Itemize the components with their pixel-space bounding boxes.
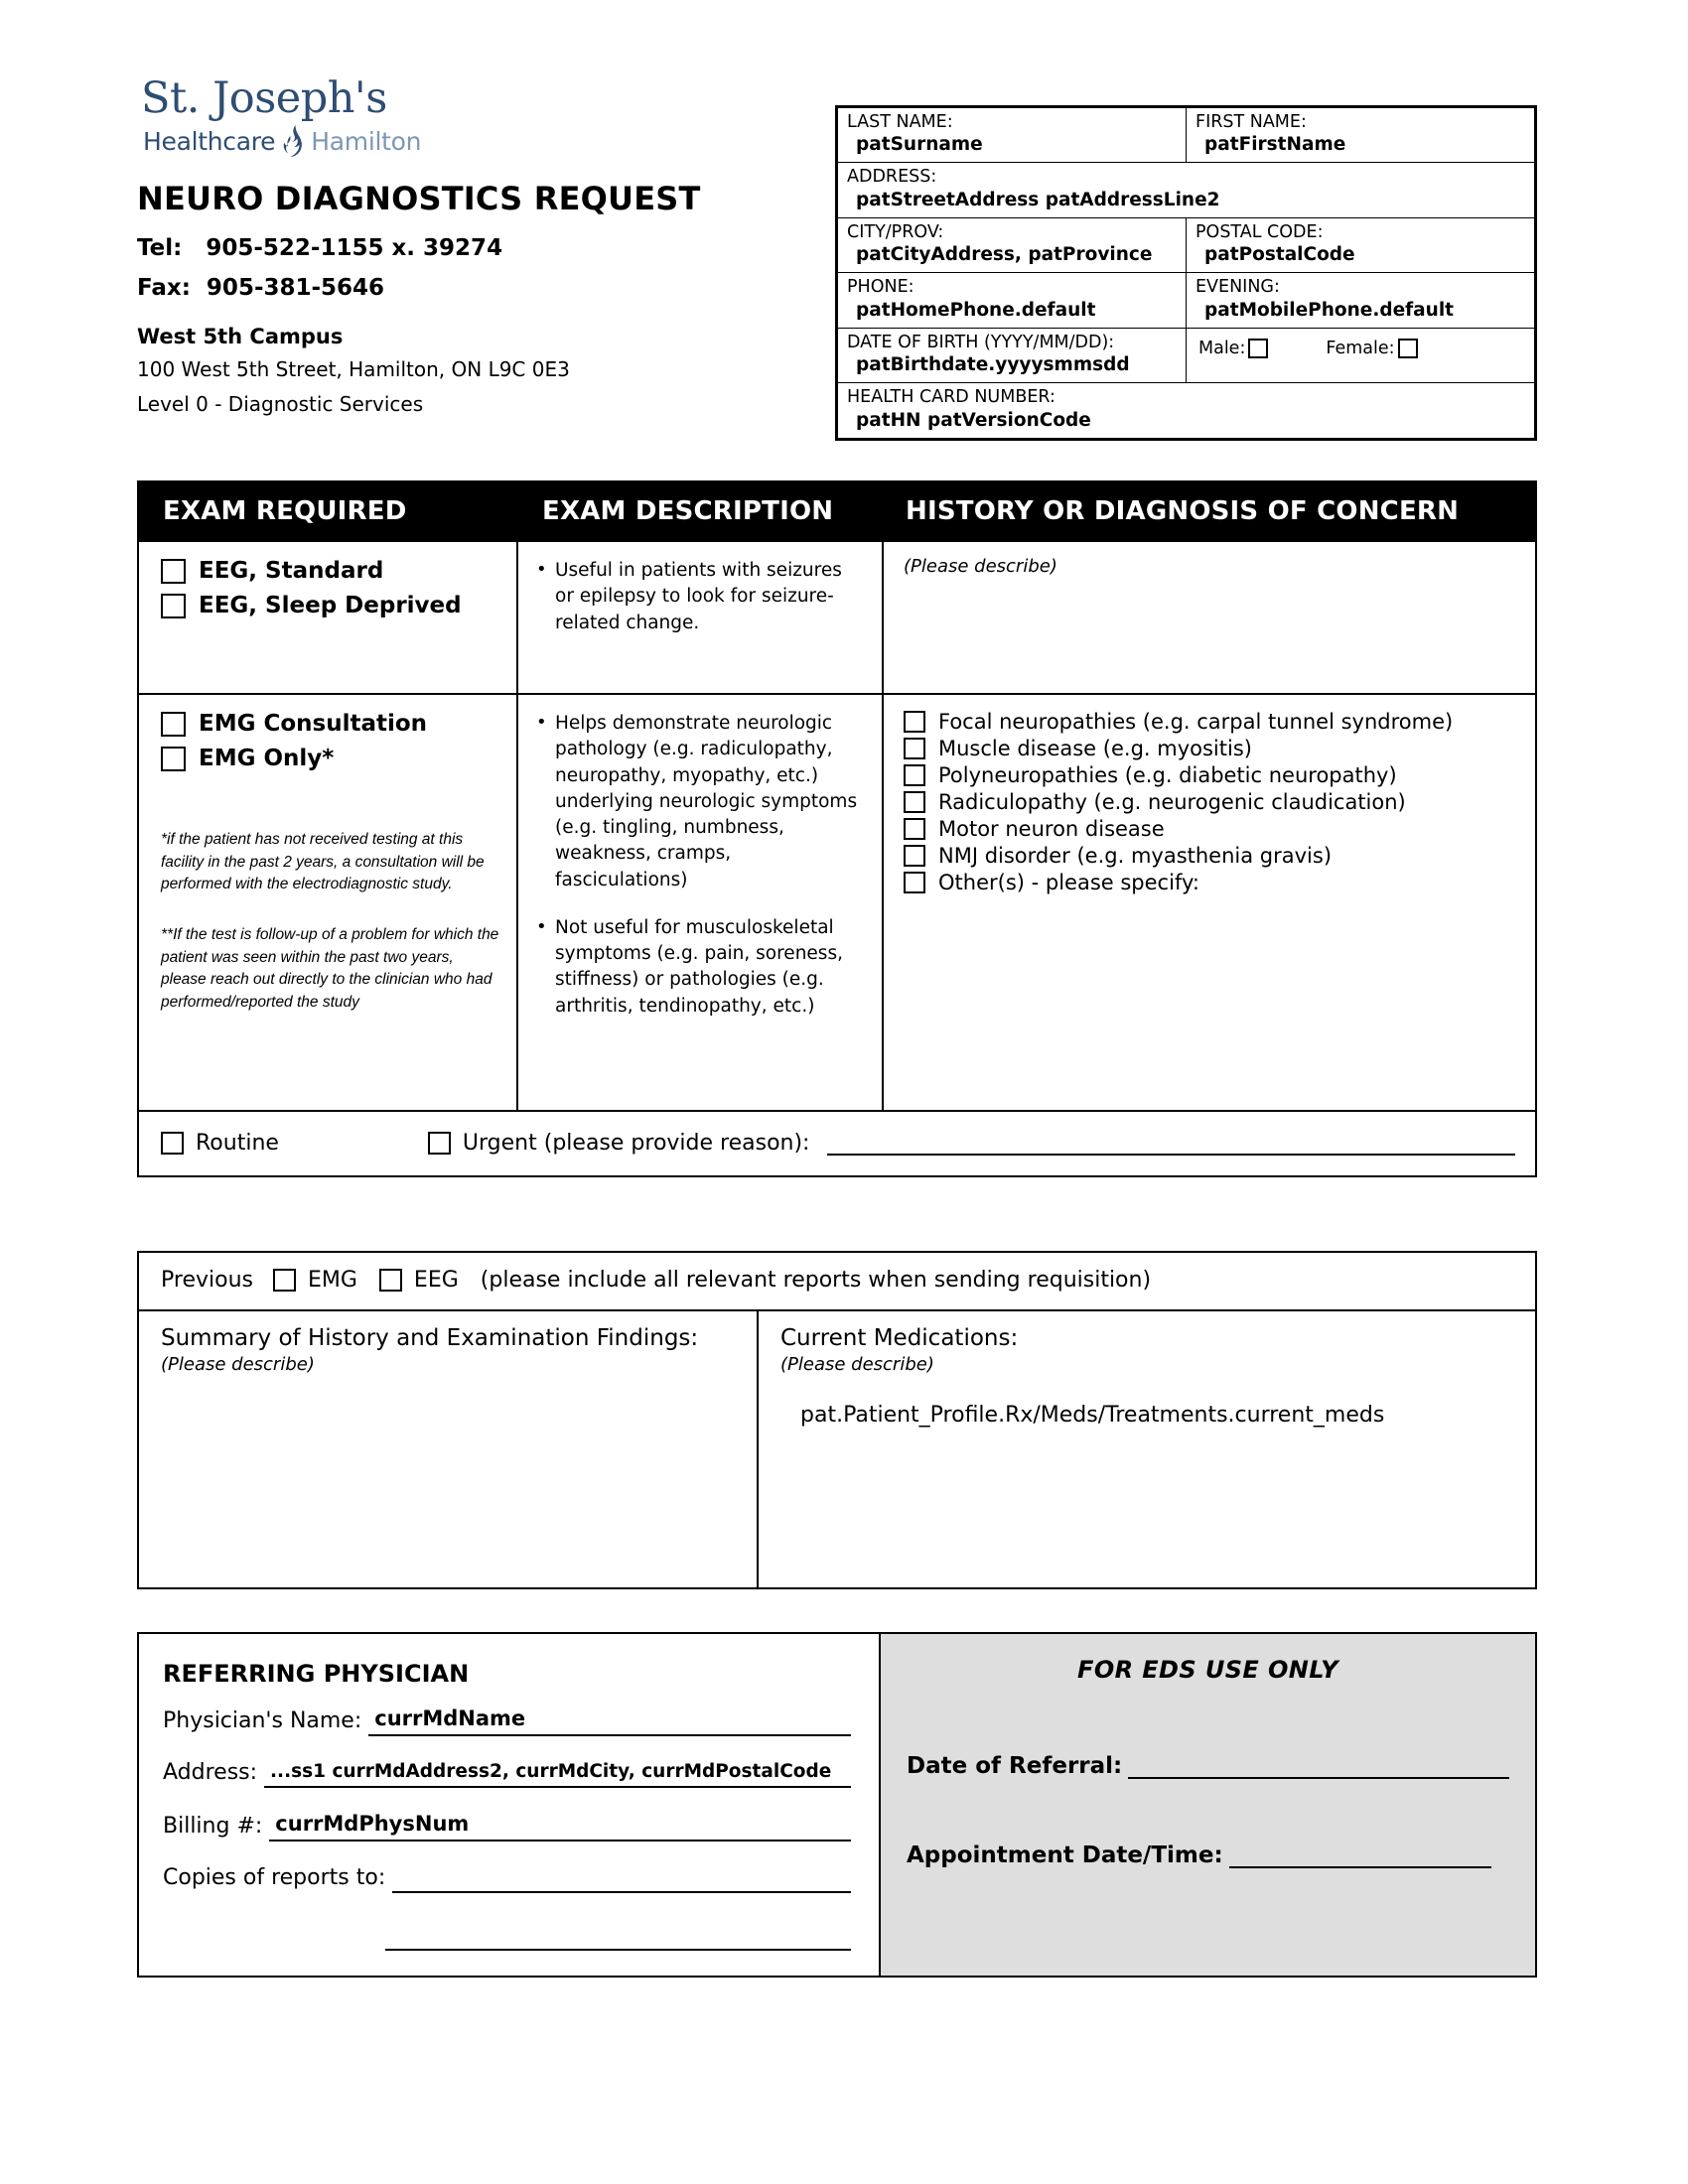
emg-footnote-one: *if the patient has not received testing at this facility in the past 2 years, a consultation will be performed with the electrodiagnostic study.	[161, 831, 485, 893]
physician-billing-field	[163, 1812, 851, 1842]
appointment-datetime-field	[907, 1843, 1509, 1868]
diagnosis-radiculopathy[interactable]	[904, 790, 1521, 814]
list-item: • Not useful for musculoskeletal symptoms (e.g. pain, soreness, stiffness) or pathologies (e.g. arthritis, tendinopathy, etc.)	[536, 915, 866, 1020]
appointment-datetime-label: Appointment Date/Time:	[907, 1843, 1223, 1868]
header-history-diagnosis: HISTORY OR DIAGNOSIS OF CONCERN	[906, 496, 1460, 526]
diagnosis-other[interactable]	[904, 871, 1521, 894]
physician-name-input[interactable]: currMdName	[368, 1706, 851, 1736]
current-medications-field[interactable]	[759, 1311, 1535, 1587]
urgent-option[interactable]	[428, 1131, 810, 1156]
female-checkbox[interactable]	[1398, 339, 1418, 358]
physician-address-input[interactable]: ...ss1 currMdAddress2, currMdCity, currMdPostalCode	[264, 1761, 851, 1788]
eeg-options	[139, 542, 518, 693]
male-label: Male:	[1198, 338, 1246, 358]
logo-hamilton-text: Hamilton	[311, 126, 422, 156]
eeg-row	[139, 540, 1535, 693]
previous-emg-checkbox[interactable]	[273, 1269, 296, 1292]
previous-eeg-checkbox[interactable]	[379, 1269, 402, 1292]
diagnosis-checkbox[interactable]	[904, 872, 925, 893]
eeg-standard-option[interactable]	[161, 558, 502, 584]
diagnosis-polyneuropathies[interactable]	[904, 763, 1521, 787]
referring-physician-panel	[139, 1634, 881, 1976]
physician-address-field	[163, 1760, 851, 1788]
eeg-history-placeholder: (Please describe)	[904, 556, 1057, 577]
urgent-checkbox[interactable]	[428, 1132, 451, 1155]
emg-consultation-label: EMG Consultation	[199, 711, 428, 737]
emg-row	[139, 693, 1535, 1110]
evening-value[interactable]: patMobilePhone.default	[1204, 299, 1455, 321]
history-summary-placeholder: (Please describe)	[161, 1354, 315, 1375]
previous-and-summary-section	[137, 1251, 1537, 1589]
diagnosis-label: Motor neuron disease	[938, 817, 1165, 841]
first-name-label: FIRST NAME:	[1196, 112, 1307, 132]
form-header	[137, 73, 1537, 465]
summary-row	[139, 1309, 1535, 1587]
logo-subline	[143, 124, 792, 158]
diagnosis-label: Radiculopathy (e.g. neurogenic claudication)	[938, 790, 1406, 814]
previous-emg-label: EMG	[307, 1268, 357, 1293]
diagnosis-nmj-disorder[interactable]	[904, 844, 1521, 868]
table-row	[838, 217, 1535, 272]
date-of-referral-field	[907, 1753, 1509, 1779]
city-prov-value[interactable]: patCityAddress, patProvince	[856, 244, 1153, 266]
campus-address: 100 West 5th Street, Hamilton, ON L9C 0E3	[137, 357, 570, 381]
emg-only-label: EMG Only*	[199, 746, 335, 771]
diagnosis-checkbox[interactable]	[904, 818, 925, 840]
address-label: ADDRESS:	[847, 167, 937, 188]
diagnosis-motor-neuron-disease[interactable]	[904, 817, 1521, 841]
phone-label: PHONE:	[847, 277, 914, 298]
first-name-value[interactable]: patFirstName	[1204, 134, 1346, 156]
diagnosis-label: NMJ disorder (e.g. myasthenia gravis)	[938, 844, 1333, 868]
diagnosis-checkbox[interactable]	[904, 764, 925, 786]
history-summary-title: Summary of History and Examination Findings:	[161, 1325, 699, 1351]
patient-phone-cell	[838, 273, 1187, 328]
priority-row	[139, 1110, 1535, 1175]
patient-address-cell	[838, 163, 1535, 217]
postal-code-label: POSTAL CODE:	[1196, 221, 1324, 242]
patient-demographics-table	[835, 105, 1537, 441]
emg-footnote-two: **If the test is follow-up of a problem for which the patient was seen within the past two years, please reach out directly to the clinician who had performed/reported the study	[161, 925, 499, 1011]
health-card-label: HEALTH CARD NUMBER:	[847, 387, 1055, 408]
previous-eeg-label: EEG	[413, 1268, 459, 1293]
emg-consultation-option[interactable]	[161, 711, 502, 737]
history-summary-field[interactable]	[139, 1311, 759, 1587]
list-item: • Helps demonstrate neurologic pathology (e.g. radiculopathy, neuropathy, myopathy, etc.) underlying neurologic symptoms (e.g. tingling, numbness, weakness, cramps, fasciculations)	[536, 711, 866, 893]
previous-note: (please include all relevant reports when sending requisition)	[480, 1268, 1152, 1293]
eeg-description	[518, 542, 884, 693]
logo-healthcare-text: Healthcare	[143, 126, 276, 156]
current-medications-placeholder: (Please describe)	[780, 1354, 934, 1375]
eeg-standard-label: EEG, Standard	[199, 558, 384, 584]
table-row	[838, 383, 1535, 438]
header-exam-required: EXAM REQUIRED	[163, 496, 407, 526]
urgent-label: Urgent (please provide reason):	[462, 1130, 810, 1156]
physician-billing-input[interactable]: currMdPhysNum	[269, 1812, 851, 1842]
emg-only-option[interactable]	[161, 746, 502, 771]
physician-address-label: Address:	[163, 1760, 258, 1785]
diagnosis-checkbox[interactable]	[904, 711, 925, 733]
urgent-reason-input[interactable]	[827, 1130, 1515, 1156]
footer-section	[137, 1632, 1537, 1978]
patient-city-cell	[838, 217, 1187, 272]
eeg-sleep-deprived-option[interactable]	[161, 593, 502, 618]
diagnosis-label: Polyneuropathies (e.g. diabetic neuropathy)	[938, 763, 1397, 787]
exam-table-header	[139, 482, 1535, 540]
logo-wordmark: St. Joseph's	[141, 73, 387, 123]
patient-evening-cell	[1187, 273, 1535, 328]
table-row	[838, 328, 1535, 382]
diagnosis-label: Other(s) - please specify:	[938, 871, 1199, 894]
last-name-label: LAST NAME:	[847, 112, 953, 132]
diagnosis-checkbox[interactable]	[904, 791, 925, 813]
table-row	[838, 273, 1535, 328]
table-row	[838, 163, 1535, 217]
campus-name: West 5th Campus	[137, 325, 344, 348]
physician-name-label: Physician's Name:	[163, 1708, 362, 1733]
sex-selection	[1198, 339, 1534, 358]
diagnosis-focal-neuropathies[interactable]	[904, 710, 1521, 734]
eds-panel-title: FOR EDS USE ONLY	[1077, 1656, 1338, 1684]
current-medications-title: Current Medications:	[780, 1325, 1019, 1351]
diagnosis-muscle-disease[interactable]	[904, 737, 1521, 760]
emg-options	[139, 695, 518, 1110]
postal-code-value[interactable]: patPostalCode	[1204, 244, 1355, 266]
clinic-branding	[137, 73, 792, 427]
referring-physician-title: REFERRING PHYSICIAN	[163, 1660, 470, 1688]
diagnosis-checkbox-list	[904, 710, 1521, 894]
copies-of-reports-second-line[interactable]	[385, 1927, 851, 1951]
female-label: Female:	[1326, 338, 1395, 358]
routine-option[interactable]	[161, 1131, 279, 1156]
routine-checkbox[interactable]	[161, 1132, 184, 1155]
diagnosis-label: Muscle disease (e.g. myositis)	[938, 737, 1252, 760]
copies-of-reports-field	[163, 1865, 851, 1893]
emg-only-checkbox[interactable]	[161, 747, 186, 771]
eeg-sleep-deprived-label: EEG, Sleep Deprived	[199, 593, 462, 618]
clinic-fax: Fax: 905-381-5646	[137, 275, 385, 301]
phone-value[interactable]: patHomePhone.default	[856, 299, 1096, 321]
date-of-referral-label: Date of Referral:	[907, 1753, 1123, 1779]
diagnosis-checkbox[interactable]	[904, 845, 925, 867]
eds-use-only-panel	[881, 1634, 1535, 1976]
emg-description	[518, 695, 884, 1110]
table-row	[838, 108, 1535, 163]
appointment-datetime-input[interactable]	[1229, 1846, 1491, 1868]
clinic-telephone: Tel: 905-522-1155 x. 39274	[137, 235, 503, 261]
emg-diagnosis-options	[884, 695, 1535, 1110]
campus-level: Level 0 - Diagnostic Services	[137, 392, 424, 416]
last-name-value[interactable]: patSurname	[856, 134, 983, 156]
diagnosis-label: Focal neuropathies (e.g. carpal tunnel syndrome)	[938, 710, 1454, 734]
physician-billing-label: Billing #:	[163, 1814, 263, 1839]
exam-selection-table	[137, 480, 1537, 1177]
city-prov-label: CITY/PROV:	[847, 221, 944, 242]
patient-last-name-cell	[838, 108, 1187, 163]
flame-icon	[283, 124, 303, 158]
header-exam-description: EXAM DESCRIPTION	[542, 496, 834, 526]
page-title: NEURO DIAGNOSTICS REQUEST	[137, 180, 701, 217]
eeg-history-field[interactable]	[884, 542, 1535, 693]
eeg-sleep-deprived-checkbox[interactable]	[161, 594, 186, 618]
patient-health-card-cell	[838, 383, 1535, 438]
dob-label: DATE OF BIRTH (YYYY/MM/DD):	[847, 332, 1115, 352]
current-medications-value[interactable]: pat.Patient_Profile.Rx/Meds/Treatments.current_meds	[800, 1403, 1385, 1428]
date-of-referral-input[interactable]	[1128, 1757, 1509, 1779]
copies-of-reports-label: Copies of reports to:	[163, 1865, 386, 1890]
eeg-description-list	[536, 558, 866, 636]
physician-name-field	[163, 1706, 851, 1736]
routine-label: Routine	[196, 1130, 279, 1156]
evening-label: EVENING:	[1196, 277, 1280, 298]
eeg-standard-checkbox[interactable]	[161, 559, 186, 584]
list-item: • Useful in patients with seizures or epilepsy to look for seizure-related change.	[536, 558, 866, 636]
address-value[interactable]: patStreetAddress patAddressLine2	[856, 189, 1220, 210]
patient-dob-cell	[838, 328, 1187, 382]
patient-first-name-cell	[1187, 108, 1535, 163]
dob-value[interactable]: patBirthdate.yyyysmmsdd	[856, 354, 1130, 376]
previous-label: Previous	[161, 1268, 253, 1293]
patient-postal-cell	[1187, 217, 1535, 272]
patient-sex-cell	[1187, 328, 1535, 382]
emg-consultation-checkbox[interactable]	[161, 712, 186, 737]
emg-description-list	[536, 711, 866, 1020]
health-card-value[interactable]: patHN patVersionCode	[856, 409, 1091, 431]
st-josephs-logo	[141, 73, 792, 158]
previous-studies-row	[139, 1253, 1535, 1309]
male-checkbox[interactable]	[1248, 339, 1268, 358]
copies-of-reports-input[interactable]	[392, 1887, 851, 1893]
diagnosis-checkbox[interactable]	[904, 738, 925, 759]
